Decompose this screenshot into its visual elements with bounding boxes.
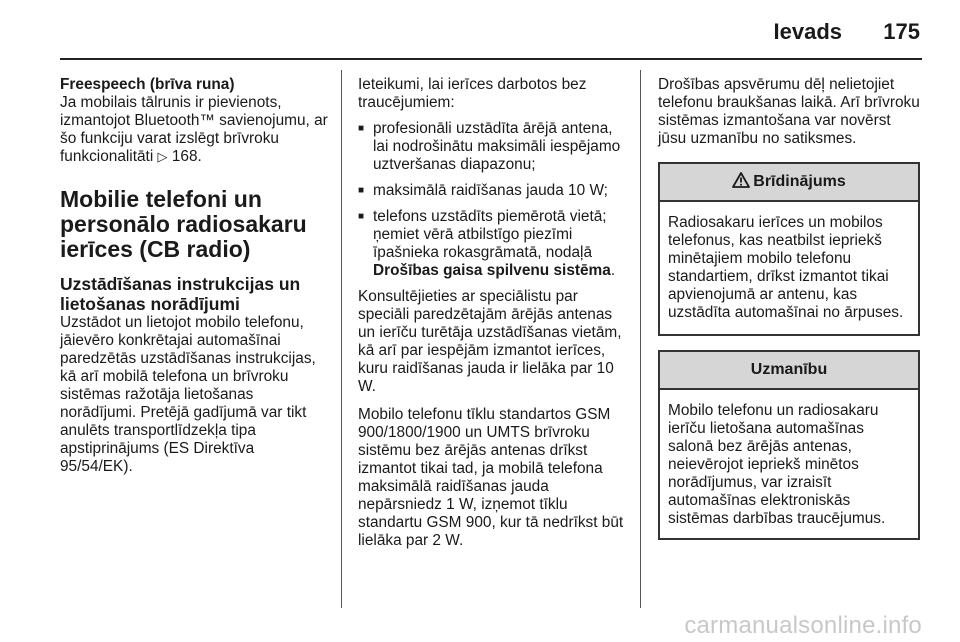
section-heading: Mobilie telefoni un personālo radiosakaru ierīces (CB radio) [60, 186, 307, 262]
installation-text: Uzstādot un lietojot mobilo telefonu, jāievēro konkrētajai automašīnai paredzētās uzstādīšanas instrukcijas, kā arī mobilā telefona un brīvroku sistēmas ražotāja lietošanas norādījumi. Pretējā gadījumā var tikt anulēts transportlīdzekļa tipa apstiprinājums (ES Direktīva 95/54/EK). [60, 314, 316, 475]
recommendations-intro: Ieteikumi, lai ierīces darbotos bez traucējumiem: [358, 76, 587, 111]
gsm-text: Mobilo telefonu tīklu standartos GSM 900/1800/1900 un UMTS brīvroku sistēmu bez ārējās antenas drīkst izmantot tikai tad, ja mobilā telefona maksimālā raidīšanas jauda nepārsniedz 1 W, izņemot tīklu standartu GSM 900, kur tā nedrīkst būt lielāka par 2 W. [358, 406, 624, 549]
installation-subheading: Uzstādīšanas instrukcijas un lietošanas norādījumi [60, 274, 301, 314]
recommendations-list [358, 120, 626, 280]
airbag-section-link[interactable]: Drošības gaisa spilvenu sistēma [373, 262, 611, 279]
column-divider [640, 70, 641, 608]
warning-box-title: Brīdinājums [753, 173, 846, 190]
section-title: Ievads [773, 19, 842, 44]
caution-box [658, 350, 920, 540]
warning-box-text: Radiosakaru ierīces un mobilos telefonus, kas neatbilst iepriekš minētajiem mobilo telefonu standartiem, drīkst izmantot tikai apvienojumā ar antenu, kas uzstādīta automašīnai no ārpuses. [668, 214, 904, 321]
page-reference-arrow-icon: ▷ [157, 150, 168, 165]
list-item-text: telefons uzstādīts piemērotā vietā; ņemiet vērā atbilstīgo piezīmi īpašnieka rokasgrāmatā, nodaļā [373, 208, 607, 261]
list-item [358, 208, 626, 280]
specialist-text: Konsultējieties ar speciālistu par speciāli paredzētajām ārējās antenas un ierīču turētāja uzstādīšanas vietām, kā arī par iespējām izmantot ierīces, kuru raidīšanas jauda ir lielāka par 10 W. [358, 288, 622, 395]
column-divider [341, 70, 342, 608]
warning-triangle-icon [732, 166, 750, 202]
column-middle [358, 76, 626, 550]
watermark: carmanualsonline.info [684, 612, 922, 639]
freespeech-body: Ja mobilais tālrunis ir pievienots, izmantojot Bluetooth™ savienojumu, ar šo funkciju varat izslēgt brīvroku funkcionalitāti [60, 94, 328, 165]
list-item-end: . [610, 262, 616, 279]
freespeech-subheading: Freespeech (brīva runa) [60, 76, 235, 93]
caution-box-title: Uzmanību [750, 361, 828, 378]
list-item: ■ profesionāli uzstādīta ārējā antena, lai nodrošinātu maksimāli iespējamo uztveršanas diapazonu; [358, 120, 626, 174]
header-rule [60, 58, 922, 60]
warning-box [658, 162, 920, 336]
column-right [658, 76, 920, 540]
page-header [0, 0, 960, 60]
page-number: 175 [883, 19, 920, 44]
caution-box-text: Mobilo telefonu un radiosakaru ierīču lietošana automašīnas salonā bez ārējās antenas, neievērojot iepriekš minētos norādījumus, var izraisīt automašīnas elektroniskās sistēmas darbības traucējumus. [668, 402, 886, 527]
caution-box-header [660, 352, 918, 390]
warning-box-header [660, 164, 918, 202]
list-item: ■ maksimālā raidīšanas jauda 10 W; [358, 182, 626, 200]
safety-text: Drošības apsvērumu dēļ nelietojiet telefonu braukšanas laikā. Arī brīvroku sistēmas izmantošana var novērst jūsu uzmanību no satiksmes. [658, 76, 920, 147]
freespeech-text [60, 94, 328, 167]
column-left [60, 76, 328, 476]
page-reference[interactable]: 168. [171, 148, 202, 165]
